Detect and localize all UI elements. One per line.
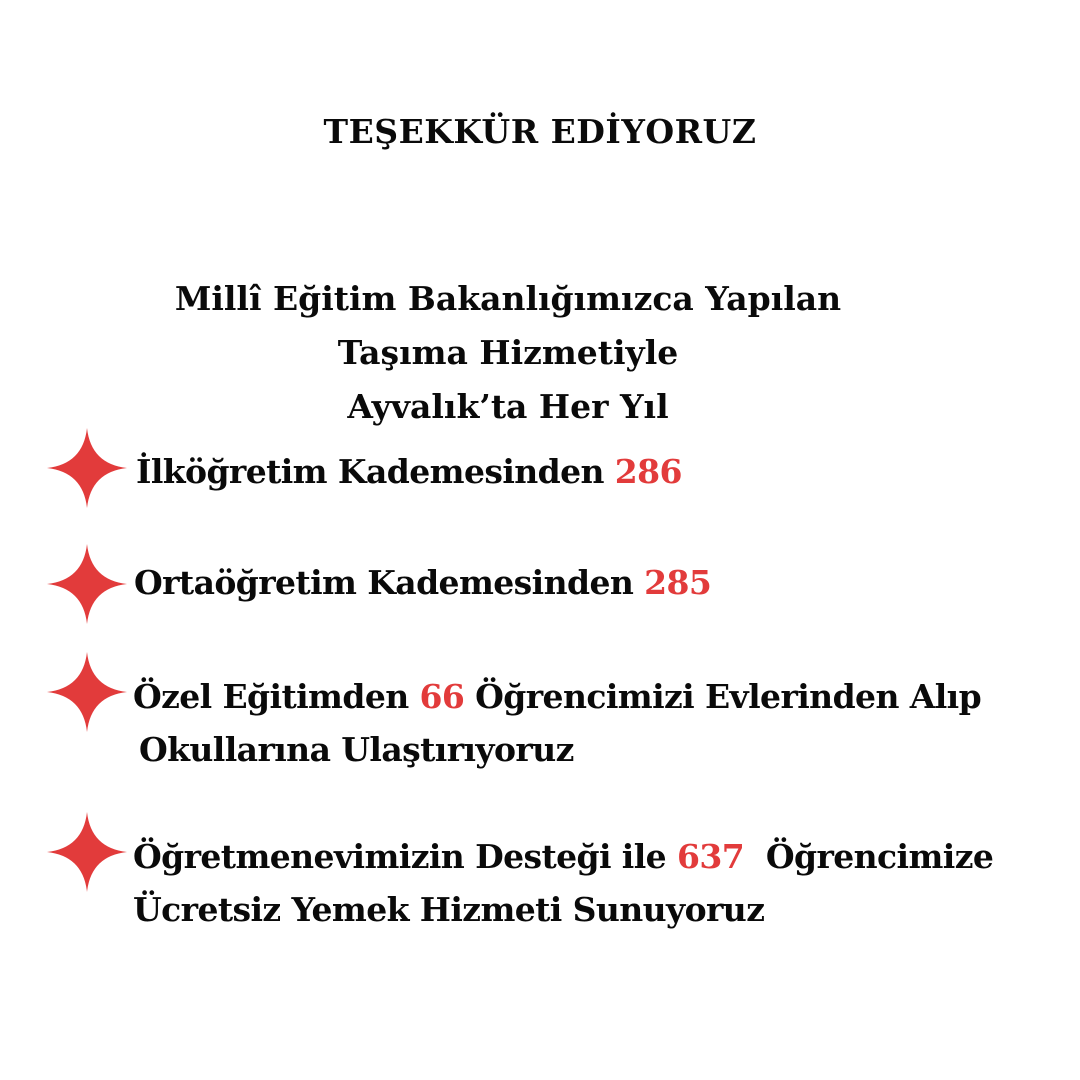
intro-text xyxy=(0,272,1016,434)
item-text-after: Öğrencimizi Evlerinden Alıp xyxy=(464,677,982,716)
four-point-star-icon xyxy=(47,544,127,624)
list-item-ogretmenevi xyxy=(133,830,993,936)
four-point-star-icon xyxy=(47,812,127,892)
list-item-ortaogretim xyxy=(134,556,711,609)
item-text: Ortaöğretim Kademesinden xyxy=(134,563,645,602)
page-title: TEŞEKKÜR EDİYORUZ xyxy=(323,112,757,151)
item-number: 286 xyxy=(614,452,682,491)
item-text: İlköğretim Kademesinden xyxy=(136,452,615,491)
four-point-star-icon xyxy=(47,428,127,508)
item-number: 637 xyxy=(676,837,745,876)
list-item-ozel-egitim xyxy=(133,670,981,776)
item-text: Özel Eğitimden xyxy=(133,677,420,716)
item-line-2: Okullarına Ulaştırıyoruz xyxy=(139,730,574,769)
item-text: Öğretmenevimizin Desteği ile xyxy=(133,837,677,876)
list-item-ilkogretim xyxy=(136,445,682,498)
intro-line-1: Millî Eğitim Bakanlığımızca Yapılan xyxy=(174,279,842,318)
item-number: 285 xyxy=(644,563,712,602)
item-text-after: Öğrencimize xyxy=(744,837,994,876)
item-line-2: Ücretsiz Yemek Hizmeti Sunuyoruz xyxy=(133,890,765,929)
intro-line-3: Ayvalık’ta Her Yıl xyxy=(347,387,669,426)
item-number: 66 xyxy=(419,677,465,716)
intro-line-2: Taşıma Hizmetiyle xyxy=(337,333,679,372)
four-point-star-icon xyxy=(47,652,127,732)
